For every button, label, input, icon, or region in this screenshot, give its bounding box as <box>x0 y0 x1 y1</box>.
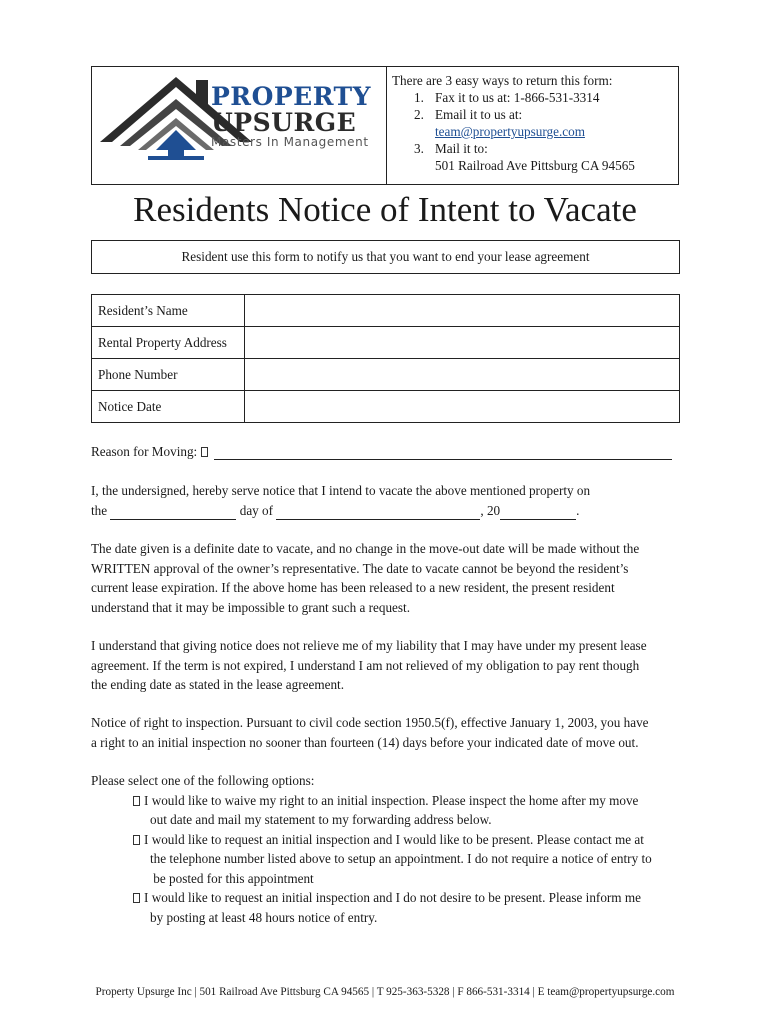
table-row <box>92 327 680 359</box>
resident-name-field[interactable] <box>245 295 680 327</box>
form-subtitle: Resident use this form to notify us that you want to end your lease agreement <box>91 240 680 274</box>
checkbox-icon[interactable] <box>201 447 208 457</box>
table-row <box>92 391 680 423</box>
field-label-notice-date: Notice Date <box>92 391 245 423</box>
vacate-month-input[interactable] <box>276 506 480 520</box>
table-row <box>92 359 680 391</box>
reason-input[interactable] <box>214 445 672 460</box>
notice-date-field[interactable] <box>245 391 680 423</box>
property-address-field[interactable] <box>245 327 680 359</box>
definite-date-paragraph: The date given is a definite date to vacate, and no change in the move-out date will be made without the WRITTEN approval of the owner’s representative. The date to vacate cannot be beyond the resident’s current lease expiration. If the above home has been released to a new resident, the present resident understand that it may be impossible to grant such a request. <box>91 541 640 615</box>
return-instructions <box>392 72 635 174</box>
logo-tagline: Masters In Management <box>211 135 369 149</box>
logo-line-upsurge: UPSURGE <box>211 108 357 137</box>
vacate-day-input[interactable] <box>110 506 236 520</box>
intent-paragraph: I, the undersigned, hereby serve notice that I intend to vacate the above mentioned property on the day of , 20 . <box>91 481 691 520</box>
inspection-paragraph: Notice of right to inspection. Pursuant to civil code section 1950.5(f), effective January 1, 2003, you have a right to an initial inspection no sooner than fourteen (14) days before your indicated date of move out. <box>91 715 649 750</box>
options-intro: Please select one of the following options: <box>91 773 315 788</box>
return-intro: There are 3 easy ways to return this form: <box>392 73 613 88</box>
liability-paragraph: I understand that giving notice does not relieve me of my liability that I may have under my present lease agreement. If the term is not expired, I understand I am not relieved of my obligation to pay rent though the ending date as stated in the lease agreement. <box>91 638 647 692</box>
vacate-year-input[interactable] <box>500 506 576 520</box>
field-label-property-address: Rental Property Address <box>92 327 245 359</box>
return-step-email: 2. Email it to us at: <box>414 107 523 122</box>
logo-line-property: PROPERTY <box>211 82 371 111</box>
table-row <box>92 295 680 327</box>
field-label-resident-name: Resident’s Name <box>92 295 245 327</box>
option-not-present: I would like to request an initial inspection and I do not desire to be present. Please inform me <box>133 888 691 908</box>
resident-info-table <box>91 294 680 423</box>
page-footer: Property Upsurge Inc | 501 Railroad Ave Pittsburg CA 94565 | T 925-363-5328 | F 866-531-3314 | E team@propertyupsurge.com <box>95 986 675 998</box>
email-link-row <box>435 123 635 140</box>
return-step-fax: 1. Fax it to us at: 1-866-531-3314 <box>414 90 600 105</box>
phone-number-field[interactable] <box>245 359 680 391</box>
return-step-mail: 3. Mail it to: <box>414 141 488 156</box>
email-link[interactable]: team@propertyupsurge.com <box>435 124 585 139</box>
options-section: Please select one of the following options: I would like to waive my right to an initial inspection. Please inspect the home after my move out date and mail my statement to my forwarding address below. I would like to request an initial inspection and I would like to be present. Please contact me at the telephone number listed above to setup an appointment. I do not require a notice of entry to be posted for this appointment I would like to request an initial inspection and I do not desire to be present. Please inform me by posting at least 48 hours notice of entry. <box>91 771 691 927</box>
reason-label: Reason for Moving: <box>91 444 198 459</box>
page-title: Residents Notice of Intent to Vacate <box>133 190 637 229</box>
checkbox-icon[interactable] <box>133 835 140 845</box>
checkbox-icon[interactable] <box>133 893 140 903</box>
reason-row <box>91 444 672 460</box>
field-label-phone: Phone Number <box>92 359 245 391</box>
option-present: I would like to request an initial inspection and I would like to be present. Please contact me at <box>133 830 691 850</box>
header-divider <box>386 66 387 185</box>
option-waive: I would like to waive my right to an initial inspection. Please inspect the home after my move <box>133 791 691 811</box>
mail-address: 501 Railroad Ave Pittsburg CA 94565 <box>435 158 635 173</box>
checkbox-icon[interactable] <box>133 796 140 806</box>
